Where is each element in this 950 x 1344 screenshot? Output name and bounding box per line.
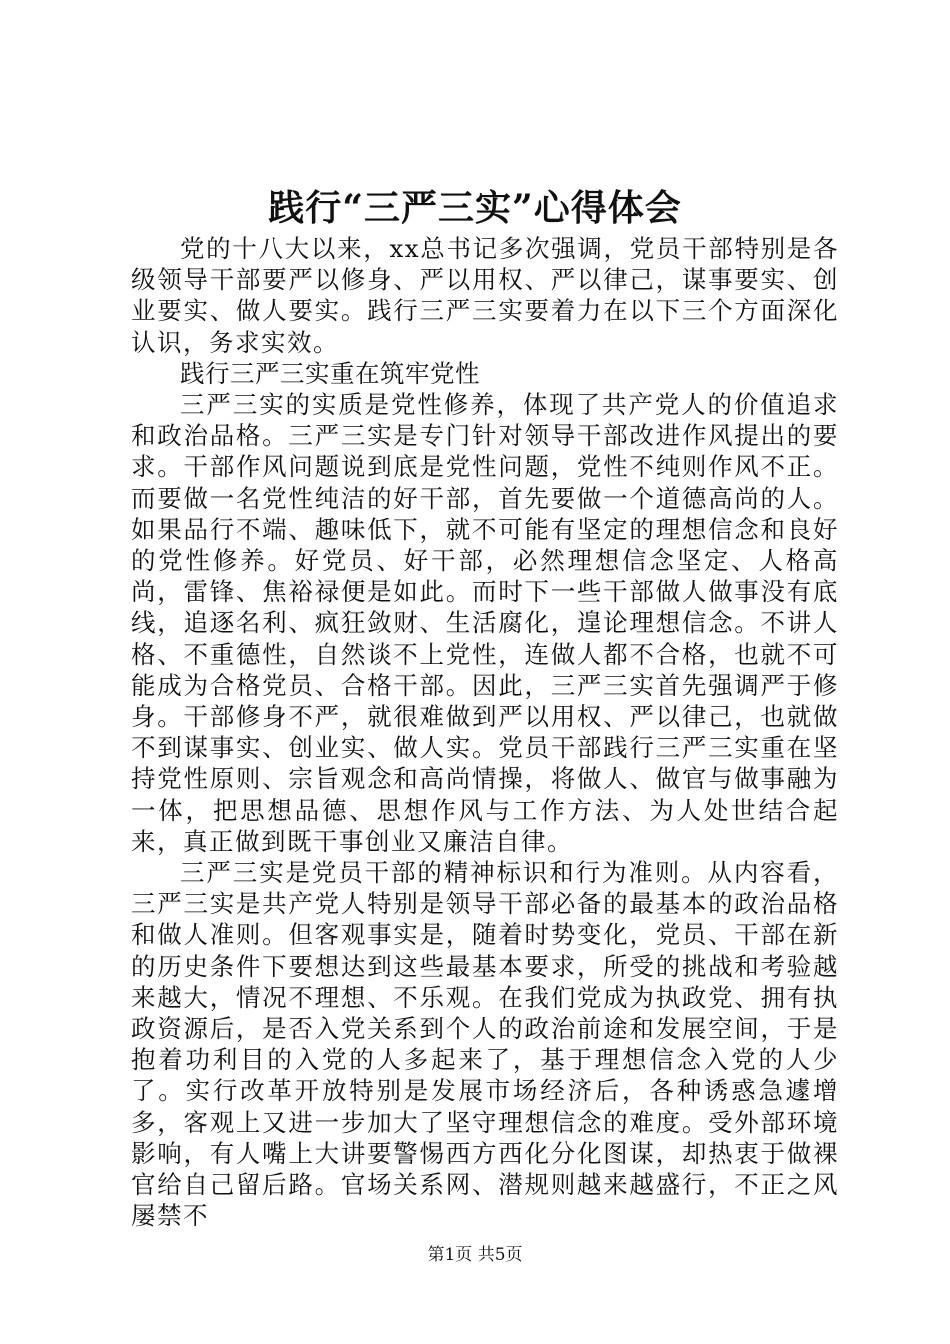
paragraph-party-spirit: 三严三实的实质是党性修养，体现了共产党人的价值追求和政治品格。三严三实是专门针对领导干部改进作风提出的要求。干部作风问题说到底是党性问题，党性不纯则作风不正。而要做一名党性纯洁的好干部，首先要做一个道德高尚的人。如果品行不端、趣味低下，就不可能有坚定的理想信念和良好的党性修养。好党员、好干部，必然理想信念坚定、人格高尚，雷锋、焦裕禄便是如此。而时下一些干部做人做事没有底线，追逐名利、疯狂敛财、生活腐化，遑论理想信念。不讲人格、不重德性，自然谈不上党性，连做人都不合格，也就不可能成为合格党员、合格干部。因此，三严三实首先强调严于修身。干部修身不严，就很难做到严以用权、严以律己，也就做不到谋事实、创业实、做人实。党员干部践行三严三实重在坚持党性原则、宗旨观念和高尚情操，将做人、做官与做事融为一体，把思想品德、思想作风与工作方法、为人处世结合起来，真正做到既干事创业又廉洁自律。 — [131, 390, 839, 856]
section-heading: 践行三严三实重在筑牢党性 — [180, 358, 480, 388]
document-body — [131, 233, 839, 1232]
document-title: 践行“三严三实”心得体会 — [268, 187, 682, 229]
paragraph-intro: 党的十八大以来，xx总书记多次强调，党员干部特别是各级领导干部要严以修身、严以用权、严以律己，谋事要实、创业要实、做人要实。践行三严三实要着力在以下三个方面深化认识，务求实效。 — [131, 234, 839, 357]
page-footer: 第1页 共5页 — [427, 1245, 523, 1265]
paragraph-spiritual-marker: 三严三实是党员干部的精神标识和行为准则。从内容看，三严三实是共产党人特别是领导干部必备的最基本的政治品格和做人准则。但客观事实是，随着时势变化，党员、干部在新的历史条件下要想达到这些最基本要求，所受的挑战和考验越来越大，情况不理想、不乐观。在我们党成为执政党、拥有执政资源后，是否入党关系到个人的政治前途和发展空间，于是抱着功利目的入党的人多起来了，基于理想信念入党的人少了。实行改革开放特别是发展市场经济后，各种诱惑急遽增多，客观上又进一步加大了坚守理想信念的难度。受外部环境影响，有人嘴上大讲要警惕西方西化分化图谋，却热衷于做裸官给自己留后路。官场关系网、潜规则越来越盛行，不正之风屡禁不 — [131, 858, 839, 1231]
